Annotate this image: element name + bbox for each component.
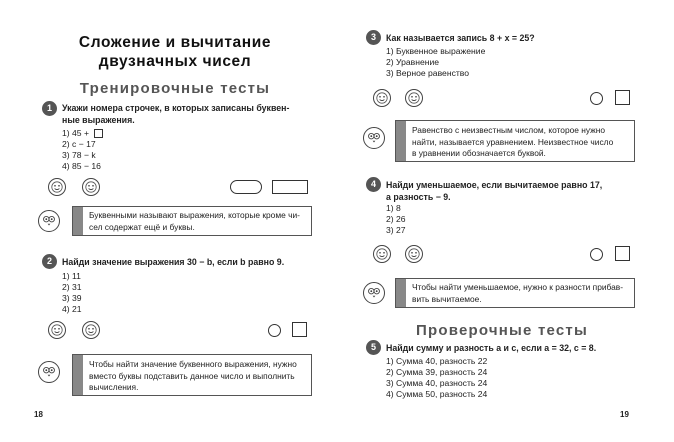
owl-icon bbox=[38, 361, 60, 383]
option-label: 1) 45 + bbox=[62, 128, 89, 138]
page-number: 18 bbox=[34, 410, 43, 419]
option-item[interactable]: 4) 85 − 16 bbox=[62, 161, 101, 171]
option-item[interactable]: 2) Сумма 39, разность 24 bbox=[386, 367, 488, 377]
option-item[interactable] bbox=[62, 128, 103, 139]
question-5-options bbox=[386, 356, 487, 400]
note-text bbox=[412, 282, 628, 305]
option-item[interactable]: 3) 27 bbox=[386, 225, 406, 235]
question-1-text bbox=[62, 102, 312, 126]
answer-square[interactable] bbox=[615, 90, 630, 105]
question-5-text: Найди сумму и разность а и с, если а = 32, с = 8. bbox=[386, 343, 597, 353]
note-line: Равенство с неизвестным числом, которое нужно bbox=[412, 125, 606, 135]
option-item[interactable]: 4) 21 bbox=[62, 304, 82, 314]
answer-square[interactable] bbox=[615, 246, 630, 261]
option-item[interactable]: 3) 78 − k bbox=[62, 150, 96, 160]
note-line: Чтобы найти уменьшаемое, нужно к разности прибав- bbox=[412, 282, 624, 292]
note-text bbox=[412, 125, 628, 160]
option-item[interactable]: 4) Сумма 50, разность 24 bbox=[386, 389, 488, 399]
option-item[interactable]: 1) Сумма 40, разность 22 bbox=[386, 356, 488, 366]
option-item[interactable]: 1) 11 bbox=[62, 271, 81, 281]
right-page bbox=[337, 0, 674, 442]
owl-icon bbox=[363, 282, 385, 304]
smiley-face-icon bbox=[48, 321, 66, 339]
section-heading: Проверочные тесты bbox=[416, 322, 588, 339]
question-4-text bbox=[386, 179, 646, 203]
answer-circle[interactable] bbox=[590, 248, 603, 261]
question-text-line: а разность − 9. bbox=[386, 192, 451, 202]
smiley-face-icon bbox=[405, 245, 423, 263]
question-1-options bbox=[62, 128, 103, 172]
rule-note bbox=[72, 354, 312, 396]
smiley-face-icon bbox=[373, 245, 391, 263]
note-tab bbox=[396, 121, 406, 161]
page-title bbox=[40, 33, 310, 71]
answer-square[interactable] bbox=[292, 322, 307, 337]
title-line-1: Сложение и вычитание bbox=[78, 34, 272, 51]
note-line: сел содержат ещё и буквы. bbox=[89, 221, 195, 232]
answer-rect[interactable] bbox=[272, 180, 308, 194]
rule-note bbox=[395, 120, 635, 162]
note-line: Чтобы найти значение буквенного выражения, нужно bbox=[89, 359, 297, 369]
question-2-text: Найди значение выражения 30 − b, если b равно 9. bbox=[62, 257, 285, 267]
note-line: в уравнении обозначается буквой. bbox=[412, 148, 546, 158]
option-item[interactable]: 2) 26 bbox=[386, 214, 406, 224]
option-item[interactable]: 3) 39 bbox=[62, 293, 82, 303]
option-item[interactable]: 2) Уравнение bbox=[386, 57, 440, 67]
note-line: вместо буквы подставить данное число и выполнить bbox=[89, 370, 295, 381]
question-4-options bbox=[386, 203, 406, 236]
rule-note bbox=[72, 206, 312, 236]
note-line: найти, называется уравнением. Неизвестное число bbox=[412, 136, 614, 147]
page-number: 19 bbox=[620, 410, 629, 419]
answer-circle[interactable] bbox=[268, 324, 281, 337]
owl-icon bbox=[363, 127, 385, 149]
empty-box-icon bbox=[94, 129, 103, 138]
option-item[interactable]: 1) Буквенное выражение bbox=[386, 46, 486, 56]
smiley-face-icon bbox=[48, 178, 66, 196]
section-heading: Тренировочные тесты bbox=[79, 80, 271, 97]
option-item[interactable]: 3) Сумма 40, разность 24 bbox=[386, 378, 488, 388]
smiley-face-icon bbox=[373, 89, 391, 107]
note-text bbox=[89, 359, 305, 394]
note-tab bbox=[73, 355, 83, 395]
note-tab bbox=[396, 279, 406, 307]
question-3-options bbox=[386, 46, 485, 79]
question-text-line: ные выражения. bbox=[62, 115, 135, 125]
owl-icon bbox=[38, 210, 60, 232]
note-text bbox=[89, 210, 305, 233]
question-2-options bbox=[62, 271, 82, 315]
question-text-line: Найди уменьшаемое, если вычитаемое равно 17, bbox=[386, 180, 603, 190]
question-3-text: Как называется запись 8 + х = 25? bbox=[386, 33, 535, 43]
option-item[interactable]: 2) 31 bbox=[62, 282, 82, 292]
option-item[interactable]: 3) Верное равенство bbox=[386, 68, 470, 78]
note-line: вить вычитаемое. bbox=[412, 293, 482, 304]
answer-oval[interactable] bbox=[230, 180, 262, 194]
question-number: 5 bbox=[366, 340, 381, 355]
question-number: 4 bbox=[366, 177, 381, 192]
question-text-line: Укажи номера строчек, в которых записаны буквен- bbox=[62, 103, 290, 113]
note-tab bbox=[73, 207, 83, 235]
question-number: 2 bbox=[42, 254, 57, 269]
question-number: 3 bbox=[366, 30, 381, 45]
note-line: Буквенными называют выражения, которые кроме чи- bbox=[89, 210, 300, 220]
note-line: вычисления. bbox=[89, 382, 139, 392]
title-line-2: двузначных чисел bbox=[98, 53, 252, 70]
smiley-face-icon bbox=[82, 178, 100, 196]
rule-note bbox=[395, 278, 635, 308]
smiley-face-icon bbox=[82, 321, 100, 339]
smiley-face-icon bbox=[405, 89, 423, 107]
answer-circle[interactable] bbox=[590, 92, 603, 105]
option-item[interactable]: 1) 8 bbox=[386, 203, 401, 213]
question-number: 1 bbox=[42, 101, 57, 116]
option-item[interactable]: 2) с − 17 bbox=[62, 139, 96, 149]
